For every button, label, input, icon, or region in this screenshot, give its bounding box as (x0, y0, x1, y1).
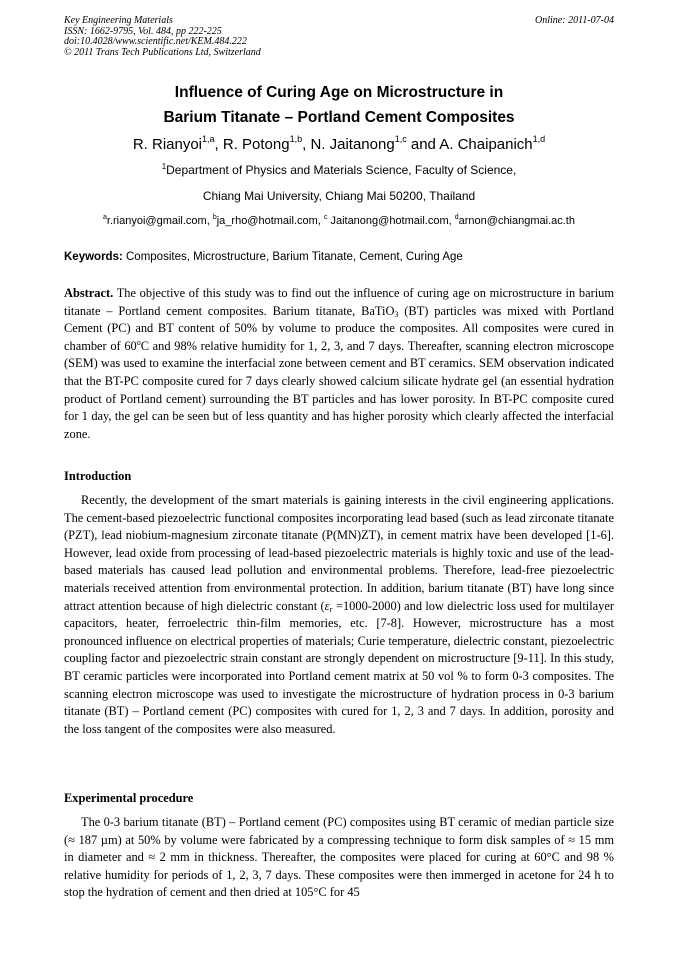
email-mark: b (212, 214, 217, 221)
author-list (0, 135, 678, 155)
title-line-2: Barium Titanate – Portland Cement Composites (163, 109, 515, 126)
email-mark: c (323, 214, 328, 221)
keywords-label: Keywords: (64, 251, 123, 263)
keywords (64, 249, 614, 265)
author-name: N. Jaitanong (310, 136, 395, 153)
author-name: A. Chaipanich (439, 136, 533, 153)
email-list (0, 213, 678, 229)
author-affil-mark: 1,b (289, 134, 303, 144)
author-name: R. Potong (222, 136, 290, 153)
affiliation-text-2: Chiang Mai University, Chiang Mai 50200, Thailand (202, 189, 476, 203)
paper-title (0, 80, 678, 130)
email-mark: a (103, 214, 107, 221)
introduction-text: =1000-2000) and low dielectric loss used for multilayer capacitors, heater, ferroelectric thin-film memories, etc. [7-8]. However, microstructure has a most pronounced influence on electrical properties of materials; Curie temperature, dielectric constant, piezoelectric coupling factor and piezoelectric strain constant are strongly dependent on microstructure [9-11]. In this study, BT ceramic particles were incorporated into Portland cement matrix at 50 vol % to form 0-3 composites. The scanning electron microscope was used to investigate the microstructure of hydration process in 0-3 barium titanate (BT) – Portland cement (PC) composites with cured for 1, 2, 3 and 7 days. In addition, porosity and the loss tangent of the composites were also measured. (64, 598, 615, 736)
journal-name: Key Engineering Materials (64, 15, 173, 26)
journal-issn: ISSN: 1662-9795, Vol. 484, pp 222-225 (64, 25, 222, 37)
email-address[interactable]: Jaitanong@hotmail.com, (327, 215, 455, 227)
online-date: Online: 2011-07-04 (535, 15, 614, 26)
affiliation-text-1: Department of Physics and Materials Science, Faculty of Science, (166, 163, 517, 177)
abstract-text: The objective of this study was to find out the influence of curing age on microstructure in barium titanate – Portland cement composites. Barium titanate, BaTiO (64, 286, 614, 318)
abstract-text: (BT) particles was mixed with Portland Cement (PC) and BT content of 50% by volume to produce the composites. All composites were cured in chamber of 60 (64, 303, 614, 353)
introduction-text: Recently, the development of the smart materials is gaining interests in the civil engineering applications. The cement-based piezoelectric functional composites incorporating lead based (such as lead zirconate titanate (PZT), lead niobium-magnesium zirconate titanate (P(MN)ZT), in cement matrix have been developed [1-6]. However, lead oxide from processing of lead-based piezoelectric materials is highly toxic and use of the lead-based materials has caused lead pollution and environmental problems. Therefore, lead-free piezoelectric materials received attention from environmental protection. In addition, barium titanate (BT) have long since attract attention because of high dielectric constant ( (64, 493, 614, 613)
author-affil-mark: 1,c (394, 134, 407, 144)
experimental-paragraph (64, 814, 614, 902)
introduction-paragraph (64, 492, 614, 738)
email-address[interactable]: ja_rho@hotmail.com, (216, 215, 324, 227)
experimental-heading: Experimental procedure (64, 791, 194, 805)
email-address[interactable]: r.rianyoi@gmail.com, (106, 215, 213, 227)
author-separator: , (214, 136, 223, 153)
journal-copyright: © 2011 Trans Tech Publications Ltd, Switzerland (64, 46, 261, 58)
journal-header (64, 16, 614, 58)
experimental-text: The 0-3 barium titanate (BT) – Portland cement (PC) composites using BT ceramic of median particle size (≈ 187 µm) at 50% by volume were fabricated by a compressing technique to form disk samples of ≈ 15 mm in diameter and ≈ 2 mm in thickness. Thereafter, the composites were placed for curing at 60°C and 98 % relative humidity for periods of 1, 2, 3, 7 days. These composites were then immerged in acetone for 24 h to stop the hydration of cement and then dried at 105°C for 45 (64, 815, 614, 900)
title-line-1: Influence of Curing Age on Microstructure in (174, 84, 504, 101)
formula-subscript: 3 (394, 309, 399, 319)
introduction-heading: Introduction (64, 469, 132, 483)
affiliation-line-1 (0, 162, 678, 178)
email-address[interactable]: arnon@chiangmai.ac.th (458, 215, 575, 227)
abstract-label: Abstract. (64, 286, 114, 300)
author-separator: , (302, 136, 311, 153)
degree-superscript: o (136, 337, 141, 347)
author-affil-mark: 1,a (202, 134, 215, 144)
affiliation-mark: 1 (161, 162, 167, 171)
epsilon-subscript: r (329, 604, 333, 614)
email-mark: d (454, 214, 459, 221)
author-affil-mark: 1,d (532, 134, 546, 144)
abstract-text: C and 98% relative humidity for 1, 2, 3, and 7 days. Thereafter, scanning electron microscope (SEM) was used to examine the interfacial zone between cement and BT ceramics. SEM observation indicated that the BT-PC composite cured for 7 days clearly showed calcium silicate hydrate gel (an essential hydration product of Portland cement) surrounding the BT particles and has lower porosity. In BT-PC composite cured for 1 day, the gel can be seen but of less quantity and has higher porosity which clearly affected the interfacial zone. (64, 338, 614, 441)
author-name: R. Rianyoi (132, 136, 203, 153)
journal-doi[interactable]: doi:10.4028/www.scientific.net/KEM.484.222 (64, 36, 247, 48)
author-separator: and (406, 136, 440, 153)
affiliation-line-2 (0, 188, 678, 204)
abstract-paragraph (64, 285, 614, 443)
keywords-text: Composites, Microstructure, Barium Titanate, Cement, Curing Age (122, 251, 463, 263)
epsilon-symbol: ε (324, 598, 330, 613)
